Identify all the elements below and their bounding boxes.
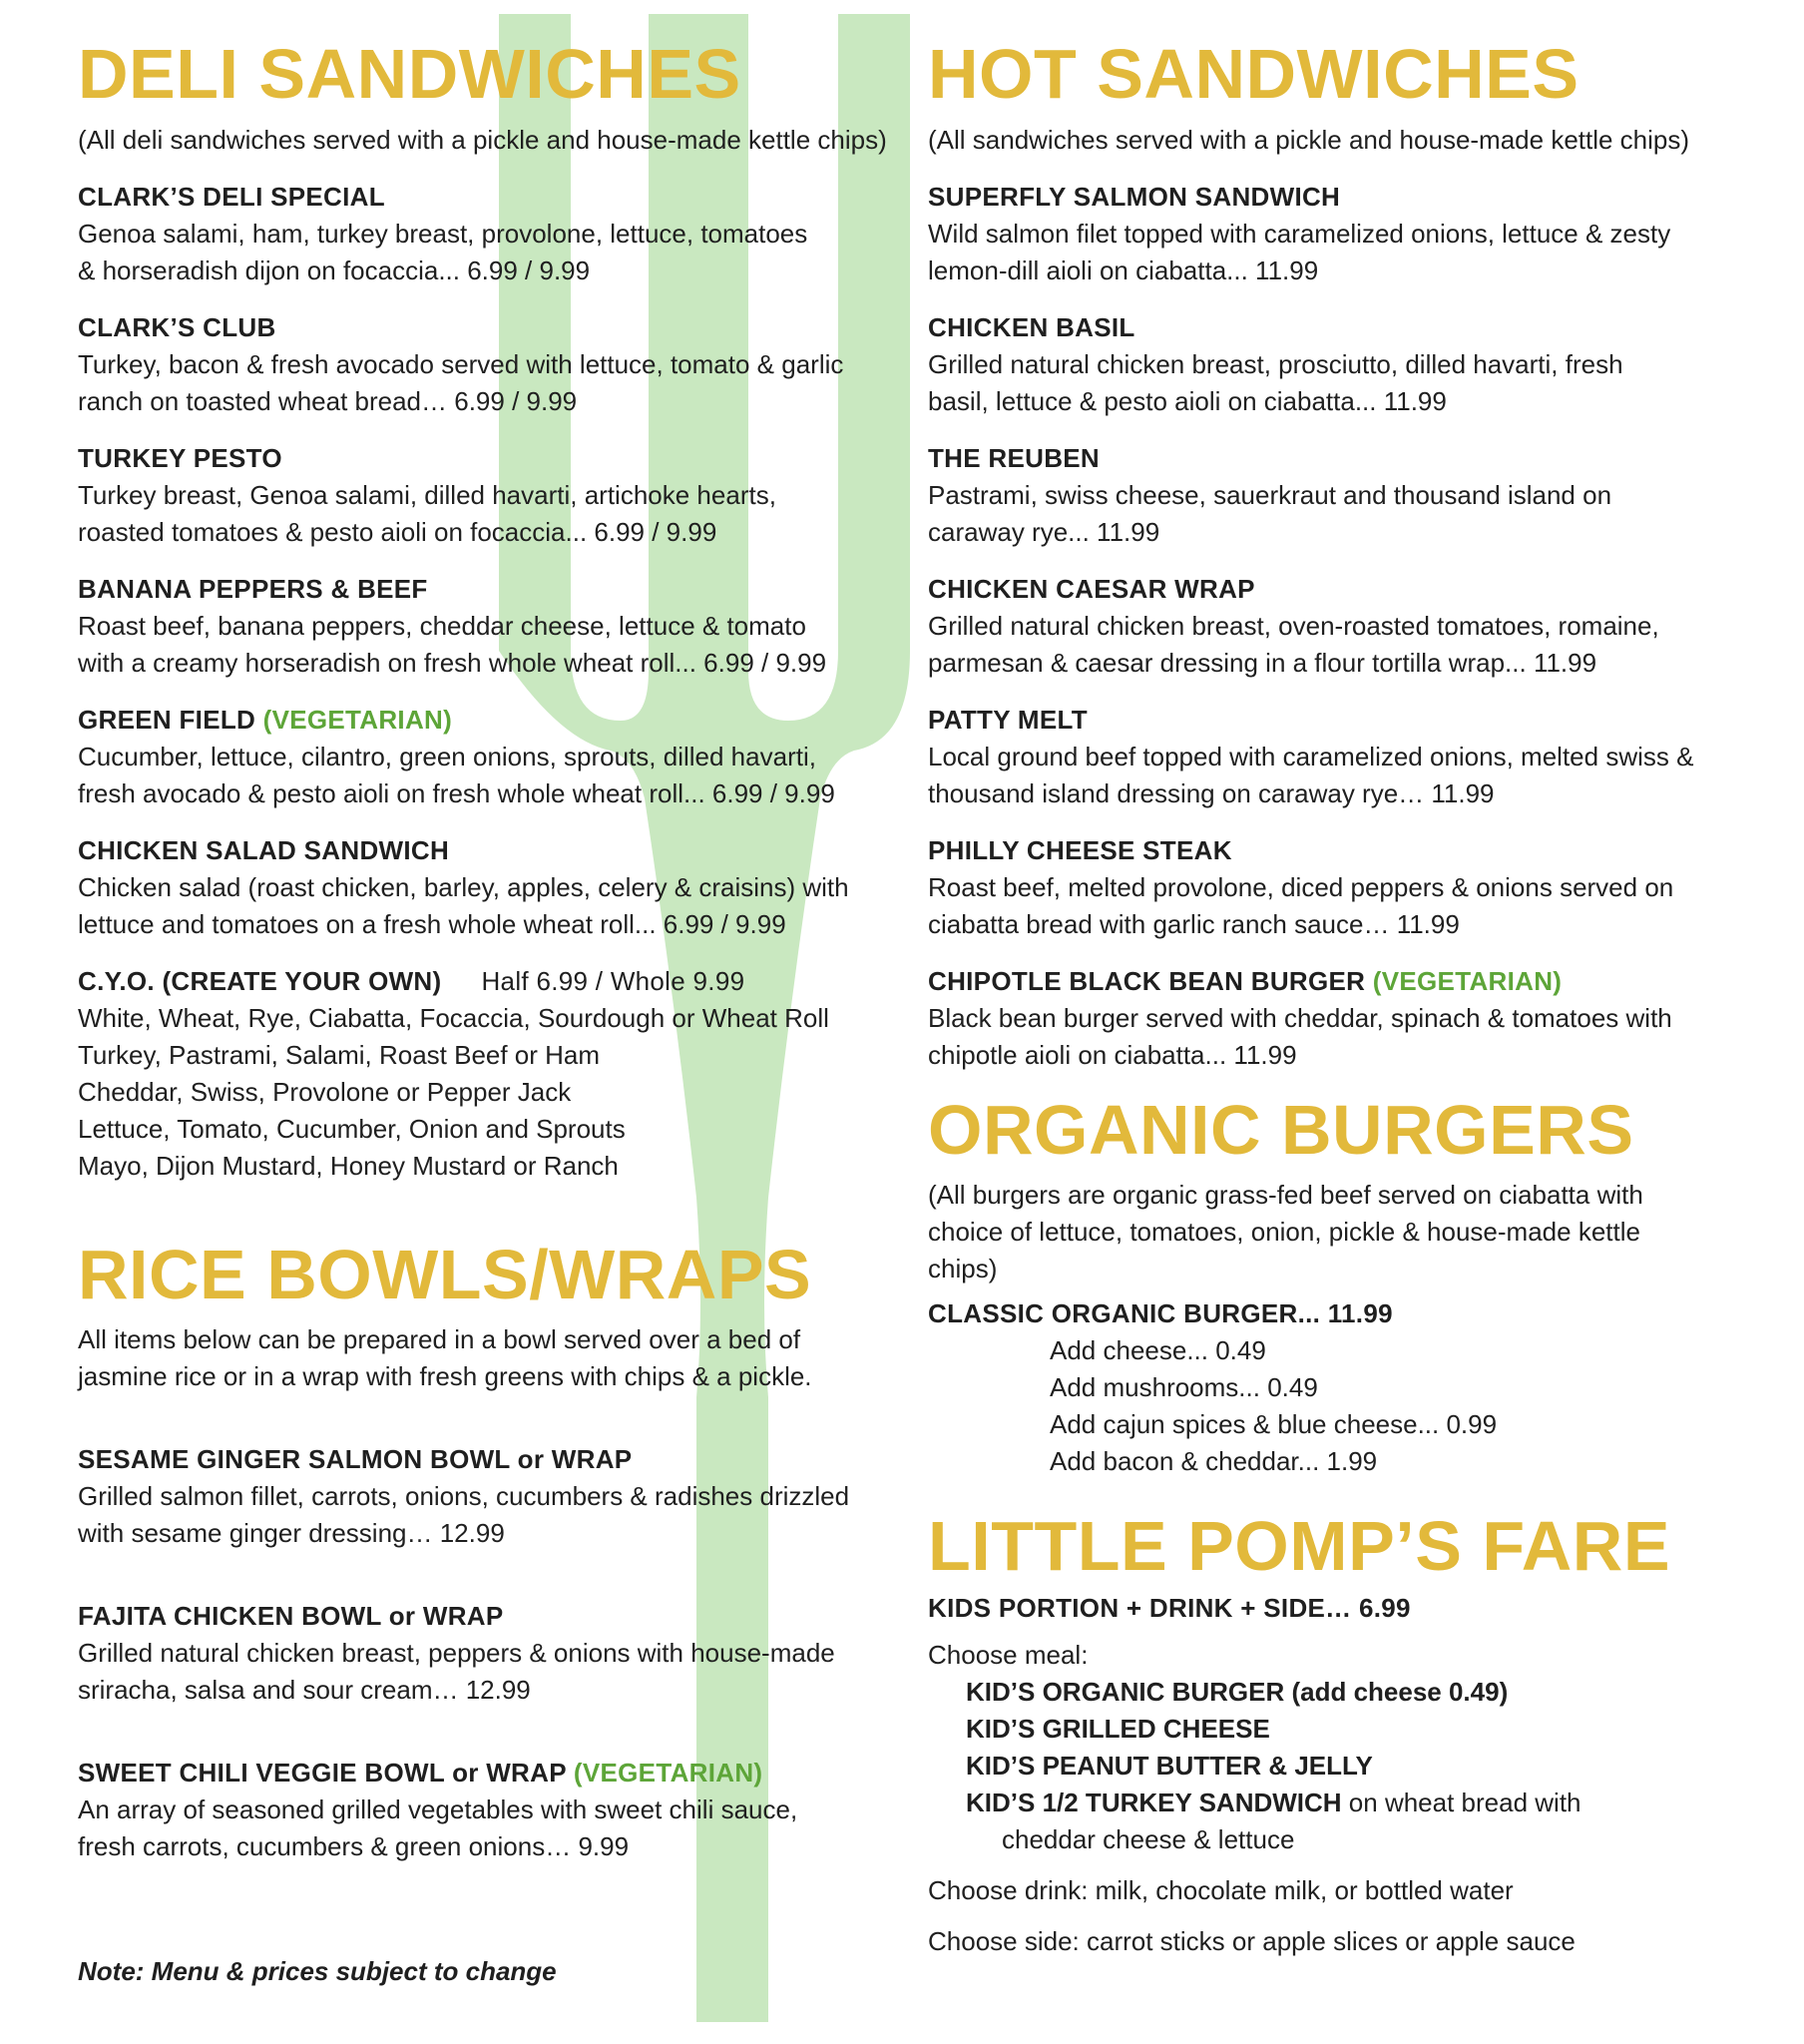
menu-item: [928, 440, 1766, 551]
vegetarian-tag: (VEGETARIAN): [262, 704, 453, 735]
menu-item: [78, 1598, 896, 1709]
item-desc: Grilled salmon fillet, carrots, onions, cucumbers & radishes drizzled: [78, 1481, 850, 1511]
item-name: [78, 1755, 896, 1791]
kids-headline: KIDS PORTION + DRINK + SIDE… 6.99: [928, 1592, 1411, 1623]
item-name: [78, 963, 896, 1000]
burger-addon: Add cajun spices & blue cheese... 0.99: [1050, 1409, 1498, 1439]
vegetarian-tag: (VEGETARIAN): [1372, 965, 1563, 996]
item-desc: Roast beef, melted provolone, diced peppers & onions served on: [928, 871, 1674, 902]
burgers-intro-line: (All burgers are organic grass-fed beef served on ciabatta with: [928, 1180, 1643, 1210]
item-name: [78, 702, 896, 739]
menu-note: Note: Menu & prices subject to change: [78, 1956, 557, 1986]
bowls-title: RICE BOWLS/WRAPS: [78, 1235, 812, 1313]
item-name-text: SWEET CHILI VEGGIE BOWL or WRAP: [78, 1758, 567, 1788]
hot-title: HOT SANDWICHES: [928, 35, 1579, 113]
bowls-intro-line: All items below can be prepared in a bowl served over a bed of: [78, 1324, 801, 1354]
hot-subtitle: (All sandwiches served with a pickle and house-made kettle chips): [928, 124, 1690, 155]
cyo-item: [78, 963, 896, 1185]
right-column: [928, 35, 1766, 1960]
left-column: [78, 35, 896, 1885]
choose-side: Choose side: carrot sticks or apple slices or apple sauce: [928, 1925, 1576, 1956]
item-desc: Genoa salami, ham, turkey breast, provolone, lettuce, tomatoes: [78, 218, 808, 249]
cyo-line: Lettuce, Tomato, Cucumber, Onion and Sprouts: [78, 1113, 626, 1144]
burgers-intro-line: chips): [928, 1254, 998, 1283]
menu-item: [928, 309, 1766, 420]
item-name: SESAME GINGER SALMON BOWL or WRAP: [78, 1444, 633, 1474]
vegetarian-tag: (VEGETARIAN): [573, 1758, 763, 1788]
deli-title: DELI SANDWICHES: [78, 35, 741, 113]
item-desc: Roast beef, banana peppers, cheddar cheese, lettuce & tomato: [78, 610, 806, 641]
item-desc: Cucumber, lettuce, cilantro, green onions, sprouts, dilled havarti,: [78, 741, 816, 771]
cyo-line: Cheddar, Swiss, Provolone or Pepper Jack: [78, 1076, 572, 1107]
item-name: CHICKEN SALAD SANDWICH: [78, 834, 450, 865]
item-desc: Local ground beef topped with caramelized onions, melted swiss &: [928, 741, 1694, 771]
cyo-price: Half 6.99 / Whole 9.99: [481, 965, 745, 996]
item-desc: parmesan & caesar dressing in a flour tortilla wrap... 11.99: [928, 647, 1597, 678]
item-desc: Grilled natural chicken breast, oven-roasted tomatoes, romaine,: [928, 610, 1659, 641]
kids-turkey-desc-cont: cheddar cheese & lettuce: [1002, 1823, 1295, 1854]
kids-turkey-desc: on wheat bread with: [1341, 1787, 1581, 1817]
menu-item: [78, 440, 896, 551]
item-desc: Grilled natural chicken breast, peppers & onions with house-made: [78, 1638, 835, 1668]
kids-title: LITTLE POMP’S FARE: [928, 1507, 1671, 1585]
item-name: CLARK’S DELI SPECIAL: [78, 181, 385, 212]
burgers-section: [928, 1090, 1766, 1481]
item-desc: ciabatta bread with garlic ranch sauce… 11.99: [928, 908, 1460, 939]
cyo-line: White, Wheat, Rye, Ciabatta, Focaccia, Sourdough or Wheat Roll: [78, 1002, 829, 1033]
choose-drink: Choose drink: milk, chocolate milk, or bottled water: [928, 1874, 1514, 1905]
item-desc: lemon-dill aioli on ciabatta... 11.99: [928, 255, 1319, 285]
burger-addon: Add cheese... 0.49: [1050, 1335, 1266, 1365]
item-name: CHICKEN CAESAR WRAP: [928, 573, 1255, 604]
item-name-text: CHIPOTLE BLACK BEAN BURGER: [928, 965, 1366, 996]
item-desc: & horseradish dijon on focaccia... 6.99 / 9.99: [78, 255, 591, 285]
item-name: CLARK’S CLUB: [78, 311, 276, 342]
menu-item: [78, 309, 896, 420]
item-desc: chipotle aioli on ciabatta... 11.99: [928, 1039, 1297, 1070]
menu-item: [928, 832, 1766, 943]
item-desc: Wild salmon filet topped with caramelized onions, lettuce & zesty: [928, 218, 1671, 249]
item-name: CHICKEN BASIL: [928, 311, 1135, 342]
cyo-name: C.Y.O. (CREATE YOUR OWN): [78, 965, 442, 996]
burgers-intro: [928, 1177, 1766, 1287]
kids-meal: KID’S GRILLED CHEESE: [966, 1713, 1270, 1744]
kids-meal: KID’S ORGANIC BURGER (add cheese 0.49): [966, 1676, 1509, 1707]
item-desc: Black bean burger served with cheddar, spinach & tomatoes with: [928, 1002, 1672, 1033]
menu-item: [78, 1755, 896, 1865]
item-desc: Grilled natural chicken breast, prosciutto, dilled havarti, fresh: [928, 348, 1623, 379]
item-desc: sriracha, salsa and sour cream… 12.99: [78, 1675, 531, 1705]
cyo-line: Turkey, Pastrami, Salami, Roast Beef or Ham: [78, 1039, 601, 1070]
item-desc: with sesame ginger dressing… 12.99: [78, 1518, 505, 1548]
menu-item: [928, 179, 1766, 289]
menu-item: [928, 702, 1766, 812]
menu-item: [78, 832, 896, 943]
item-desc: with a creamy horseradish on fresh whole wheat roll... 6.99 / 9.99: [78, 647, 827, 678]
kids-section: [928, 1507, 1766, 1960]
menu-item: [928, 963, 1766, 1074]
burger-addon: Add mushrooms... 0.49: [1050, 1372, 1318, 1402]
item-desc: caraway rye... 11.99: [928, 516, 1160, 547]
menu-item: [78, 1441, 896, 1552]
item-name: BANANA PEPPERS & BEEF: [78, 573, 428, 604]
item-desc: Chicken salad (roast chicken, barley, apples, celery & craisins) with: [78, 871, 849, 902]
item-name: SUPERFLY SALMON SANDWICH: [928, 181, 1341, 212]
bowls-intro: [78, 1321, 896, 1395]
menu-item: [928, 571, 1766, 682]
item-desc: roasted tomatoes & pesto aioli on focaccia... 6.99 / 9.99: [78, 516, 717, 547]
kids-meal: KID’S PEANUT BUTTER & JELLY: [966, 1750, 1373, 1781]
item-desc: ranch on toasted wheat bread… 6.99 / 9.99: [78, 385, 578, 416]
bowls-intro-line: jasmine rice or in a wrap with fresh greens with chips & a pickle.: [78, 1361, 812, 1391]
bowls-section: [78, 1235, 896, 1866]
item-desc: thousand island dressing on caraway rye… 11.99: [928, 777, 1495, 808]
item-desc: lettuce and tomatoes on a fresh whole wheat roll... 6.99 / 9.99: [78, 908, 786, 939]
deli-subtitle: (All deli sandwiches served with a pickle and house-made kettle chips): [78, 124, 887, 155]
item-desc: fresh carrots, cucumbers & green onions… 9.99: [78, 1831, 630, 1861]
menu-item: [78, 702, 896, 812]
cyo-line: Mayo, Dijon Mustard, Honey Mustard or Ranch: [78, 1150, 619, 1181]
item-name: PATTY MELT: [928, 704, 1088, 735]
item-desc: fresh avocado & pesto aioli on fresh whole wheat roll... 6.99 / 9.99: [78, 777, 835, 808]
item-name: TURKEY PESTO: [78, 442, 282, 473]
item-name: THE REUBEN: [928, 442, 1101, 473]
item-desc: basil, lettuce & pesto aioli on ciabatta... 11.99: [928, 385, 1447, 416]
deli-section: [78, 35, 896, 1185]
classic-burger: CLASSIC ORGANIC BURGER... 11.99: [928, 1298, 1393, 1328]
item-name-text: GREEN FIELD: [78, 704, 256, 735]
item-desc: An array of seasoned grilled vegetables with sweet chili sauce,: [78, 1794, 798, 1824]
burgers-title: ORGANIC BURGERS: [928, 1090, 1634, 1169]
item-name: PHILLY CHEESE STEAK: [928, 834, 1232, 865]
item-desc: Pastrami, swiss cheese, sauerkraut and thousand island on: [928, 479, 1612, 510]
choose-meal-label: Choose meal:: [928, 1639, 1089, 1670]
burgers-intro-line: choice of lettuce, tomatoes, onion, pickle & house-made kettle: [928, 1217, 1640, 1247]
item-name: [928, 963, 1766, 1000]
menu-item: [78, 571, 896, 682]
deli-items: [78, 179, 896, 1185]
hot-section: [928, 35, 1766, 1074]
item-name: FAJITA CHICKEN BOWL or WRAP: [78, 1601, 504, 1631]
kids-meal: [928, 1785, 1766, 1821]
burger-addon: Add bacon & cheddar... 1.99: [1050, 1446, 1378, 1476]
kids-turkey-name: KID’S 1/2 TURKEY SANDWICH: [966, 1787, 1342, 1817]
item-desc: Turkey, bacon & fresh avocado served with lettuce, tomato & garlic: [78, 348, 844, 379]
menu-item: [78, 179, 896, 289]
item-desc: Turkey breast, Genoa salami, dilled havarti, artichoke hearts,: [78, 479, 776, 510]
